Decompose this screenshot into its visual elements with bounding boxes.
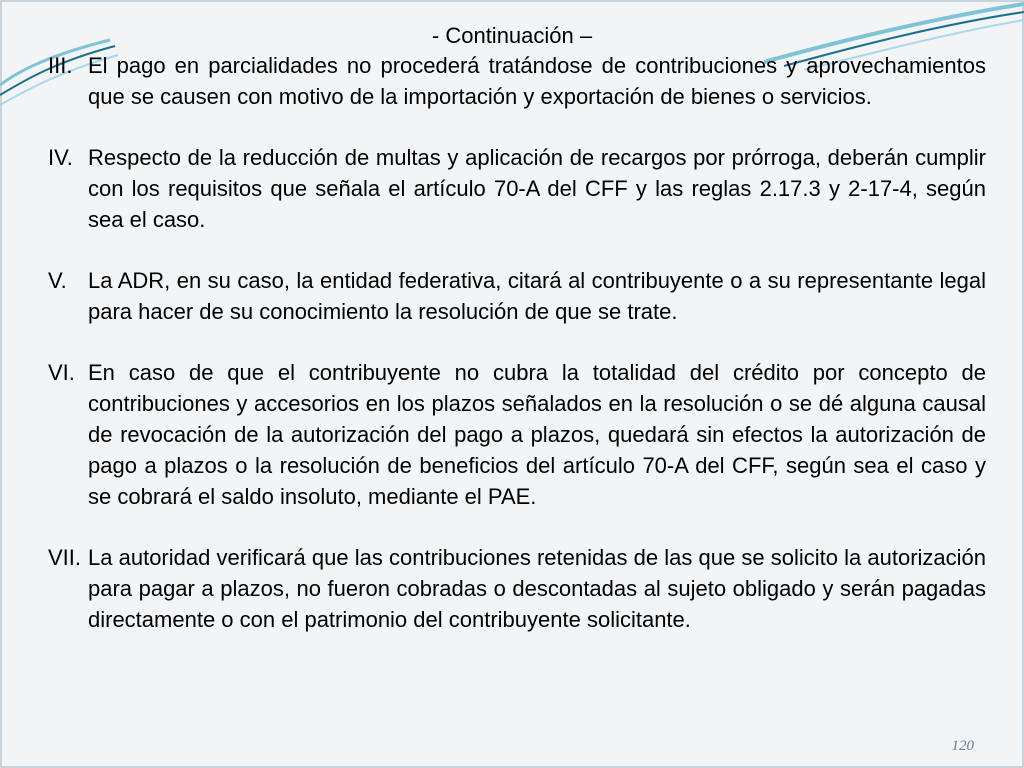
list-item (40, 142, 986, 235)
item-text: Respecto de la reducción de multas y aplicación de recargos por prórroga, deberán cumplir con los requisitos que señala el artículo 70-A del CFF y las reglas 2.17.3 y 2-17-4, según sea el caso. (88, 145, 986, 232)
item-text: El pago en parcialidades no procederá tratándose de contribuciones y aprovechamientos que se causen con motivo de la importación y exportación de bienes o servicios. (88, 53, 986, 109)
list-item (40, 50, 986, 112)
item-text: En caso de que el contribuyente no cubra la totalidad del crédito por concepto de contribuciones y accesorios en los plazos señalados en la resolución o se dé alguna causal de revocación de la autorización del pago a plazos, quedará sin efectos la autorización de pago a plazos o la resolución de beneficios del artículo 70-A del CFF, según sea el caso y se cobrará el saldo insoluto, mediante el PAE. (88, 360, 986, 509)
item-number: VII. (48, 545, 82, 570)
item-number: V. (48, 268, 67, 293)
item-text: La autoridad verificará que las contribuciones retenidas de las que se solicito la autorización para pagar a plazos, no fueron cobradas o descontadas al sujeto obligado y serán pagadas directamente o con el patrimonio del contribuyente solicitante. (88, 545, 986, 632)
item-text: La ADR, en su caso, la entidad federativa, citará al contribuyente o a su representante legal para hacer de su conocimiento la resolución de que se trate. (88, 268, 986, 324)
numbered-list (40, 50, 986, 665)
item-number: III. (48, 53, 73, 78)
item-number: IV. (48, 145, 73, 170)
list-item (40, 542, 986, 635)
list-item (40, 265, 986, 327)
list-item (40, 357, 986, 512)
page-number: 120 (951, 738, 974, 754)
item-number: VI. (48, 360, 75, 385)
slide-heading: - Continuación – (431, 23, 593, 48)
